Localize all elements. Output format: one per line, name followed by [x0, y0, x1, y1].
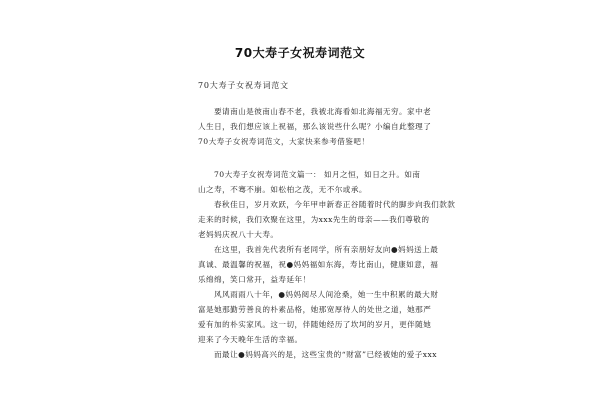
text-line: 迎来了今天晚年生活的幸福。: [198, 335, 303, 344]
text-line: 在这里，我首先代表所有老同学，所有亲朋好友向●妈妈送上最: [214, 245, 439, 254]
text-line: 富是她那勤劳善良的朴素品格，她那宽厚待人的处世之道，她那严: [198, 305, 432, 314]
text-line: 春秋佳日，岁月欢跃，今年甲申新春正谷随着时代的脚步向我们款款: [214, 200, 456, 209]
body-paragraphs: [198, 167, 456, 362]
document-title: 70大寿子女祝寿词范文: [234, 46, 366, 60]
text-line: 70大寿子女祝寿词范文，大家快来参考借鉴吧！: [198, 137, 370, 146]
text-line: 山之寿，不骞不崩。如松柏之茂，无不尔或承。: [198, 185, 367, 194]
text-line: 乐绵绵，笑口常开，益寿延年！: [198, 275, 311, 284]
text-line: 风风雨雨八十年，●妈妈阅尽人间沧桑，她一生中积累的最大财: [214, 290, 439, 299]
intro-paragraph: [198, 104, 456, 149]
text-line: 老妈妈庆祝八十大寿。: [198, 230, 279, 239]
text-line: 70大寿子女祝寿词范文篇一： 如月之恒，如日之升。如南: [214, 170, 421, 179]
text-line: 走来的时候，我们欢聚在这里，为xxx先生的母亲——我们尊敬的: [198, 215, 430, 224]
text-line: 爱有加的朴实家风。这一切，伴随她经历了坎坷的岁月，更伴随她: [198, 320, 432, 329]
text-line: 要请南山是彼南山春不老，我被北海看如北海福无穷。家中老: [214, 107, 432, 116]
text-line: 人生日，我们想应该上祝福，那么该说些什么呢？小编自此整理了: [198, 122, 432, 131]
text-line: 而最让●妈妈高兴的是，这些宝贵的“财富”已经被她的爱子xxx: [214, 350, 437, 359]
text-line: 真诚、最温馨的祝福，祝●妈妈福如东海，寿比南山，健康如意，福: [198, 260, 439, 269]
document-page: [140, 0, 460, 400]
document-subtitle: 70大寿子女祝寿词范文: [198, 81, 289, 90]
